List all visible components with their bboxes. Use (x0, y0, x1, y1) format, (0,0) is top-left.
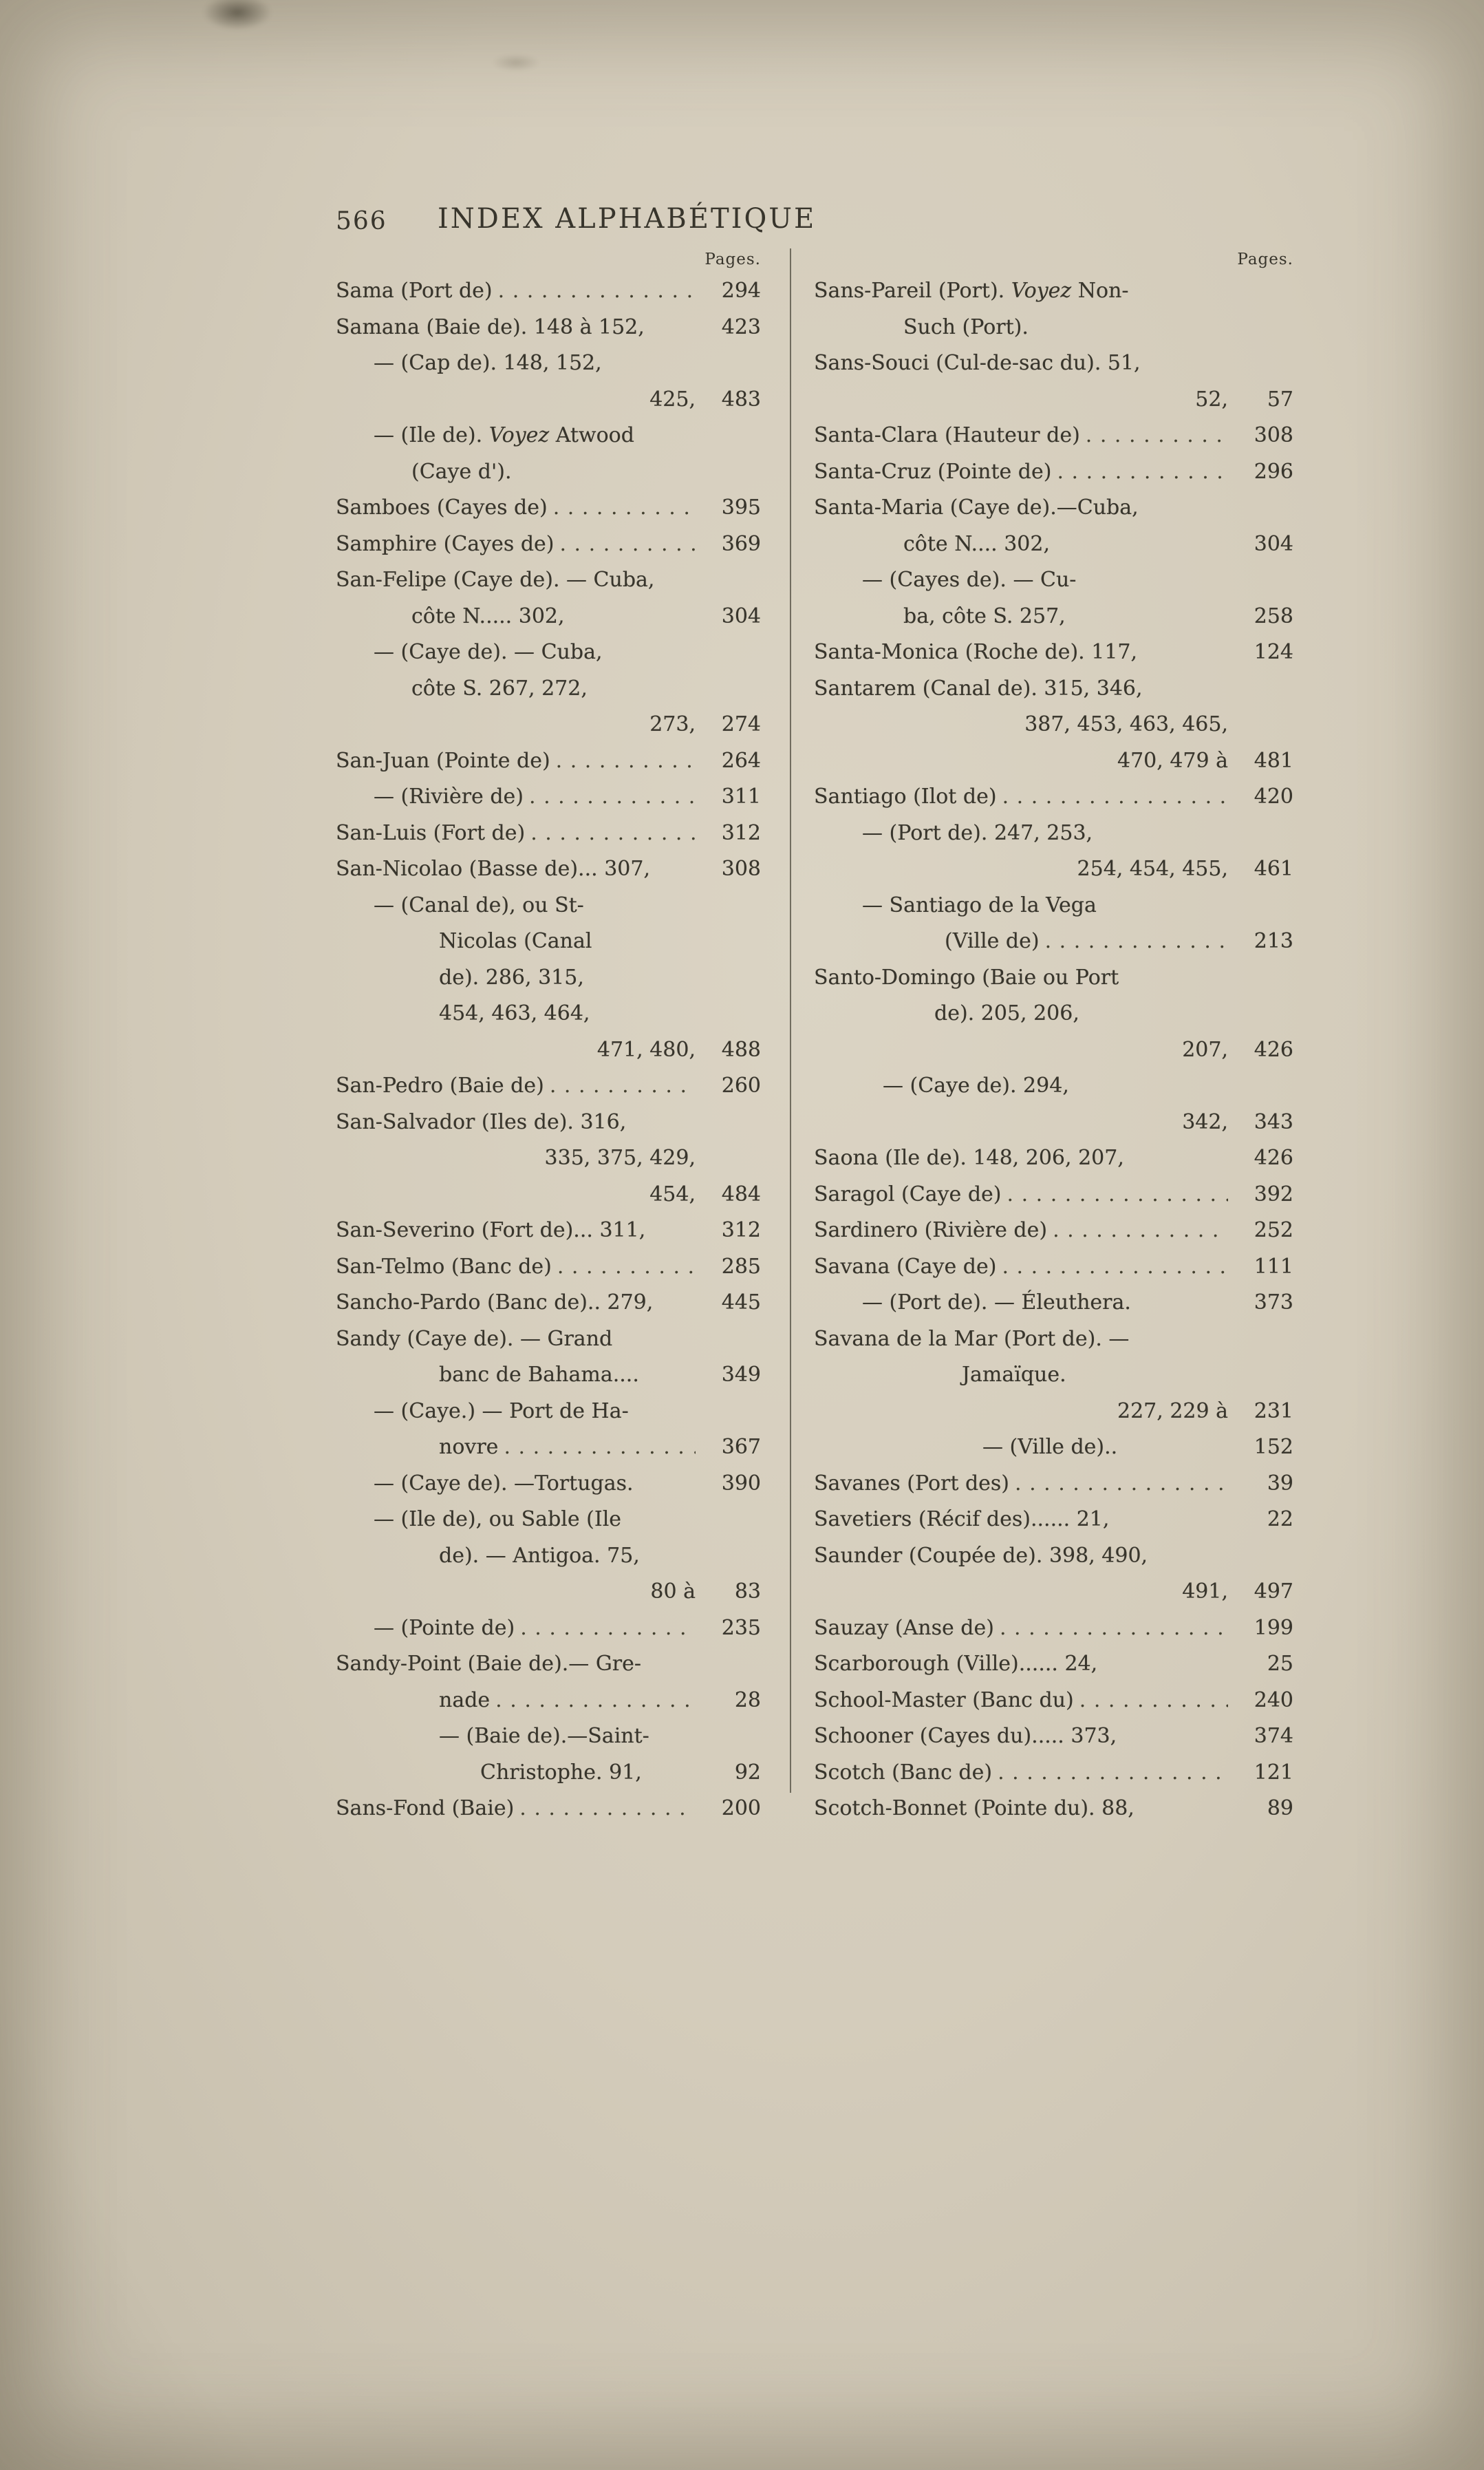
entry-text: 342, (1182, 1109, 1228, 1134)
dot-leader (498, 1429, 696, 1466)
page-number: 374 (1254, 1724, 1293, 1748)
entry-text: — (Cayes de). — Cu- (862, 568, 1077, 592)
entry-text: Christophe. 91, (480, 1760, 642, 1785)
entry-text: San-Severino (Fort de)... 311, (336, 1218, 646, 1242)
page-number: 426 (1254, 1037, 1293, 1062)
index-line (336, 924, 761, 960)
page-number: 367 (721, 1435, 761, 1459)
index-line (814, 779, 1293, 816)
entry-text: 425, (649, 387, 696, 412)
entry-text: Samana (Baie de). 148 à 152, (336, 315, 645, 339)
index-line (814, 1249, 1293, 1286)
page-number: 423 (721, 315, 761, 339)
entry-text: 454, 463, 464, (439, 1001, 590, 1025)
spacer (653, 1285, 696, 1321)
page-number: 235 (721, 1615, 761, 1640)
index-line (814, 490, 1293, 526)
index-line (814, 1718, 1293, 1755)
dot-leader (1009, 1466, 1228, 1502)
page-number: 121 (1254, 1760, 1293, 1785)
index-line (814, 1213, 1293, 1249)
page-number: 390 (721, 1471, 761, 1495)
dot-leader (525, 816, 696, 852)
scan-smudge-artifact (203, 0, 272, 30)
entry-text: Santo-Domingo (Baie ou Port (814, 965, 1119, 990)
spacer (639, 1357, 696, 1394)
index-columns (336, 246, 1293, 1827)
page-number: 199 (1254, 1615, 1293, 1640)
page-number: 124 (1254, 640, 1293, 664)
index-line (336, 418, 761, 454)
entry-text: côte N.... 302, (903, 531, 1051, 556)
dot-leader (548, 490, 696, 526)
entry-text: 471, 480, (596, 1037, 696, 1062)
entry-text: Such (Port). (903, 315, 1029, 339)
entry-text: Sans-Pareil (Port). Voyez Non- (814, 279, 1129, 303)
page-number: 481 (1254, 748, 1293, 773)
entry-text: Saunder (Coupée de). 398, 490, (814, 1543, 1148, 1568)
index-line (336, 1574, 761, 1610)
index-line (814, 1574, 1293, 1610)
page-number: 461 (1254, 857, 1293, 881)
index-line (336, 1755, 761, 1791)
index-column-left (336, 246, 761, 1827)
index-line (336, 888, 761, 924)
entry-text: San-Juan (Pointe de) (336, 748, 550, 773)
spacer (645, 310, 696, 346)
entry-text: Sans-Souci (Cul-de-sac du). 51, (814, 351, 1141, 375)
index-line (336, 635, 761, 671)
index-line (336, 671, 761, 707)
index-line (814, 1285, 1293, 1321)
entry-text: Savetiers (Récif des)...... 21, (814, 1507, 1110, 1531)
entry-text: Scotch-Bonnet (Pointe du). 88, (814, 1796, 1134, 1820)
page-number: 22 (1267, 1507, 1293, 1531)
pages-column-header: Pages. (1237, 251, 1293, 268)
spacer (634, 1466, 696, 1502)
page-number: 392 (1254, 1182, 1293, 1206)
entry-text: — (Port de). 247, 253, (862, 820, 1093, 845)
index-line (814, 1140, 1293, 1177)
spacer (650, 851, 696, 888)
dot-leader (1040, 924, 1228, 960)
entry-text: Santa-Cruz (Pointe de) (814, 459, 1052, 484)
dot-leader (524, 779, 696, 816)
dot-leader (550, 743, 696, 780)
index-line (814, 1755, 1293, 1791)
page-number: 25 (1267, 1652, 1293, 1676)
index-line (814, 1466, 1293, 1502)
index-line (336, 1502, 761, 1538)
entry-text: 52, (1195, 387, 1228, 412)
entry-text: Santa-Clara (Hauteur de) (814, 423, 1080, 447)
entry-text: Savana de la Mar (Port de). — (814, 1326, 1130, 1351)
index-line (814, 1502, 1293, 1538)
entry-text: 387, 453, 463, 465, (1024, 712, 1228, 736)
entry-text: Scarborough (Ville)...... 24, (814, 1652, 1098, 1676)
spacer (1134, 1791, 1228, 1827)
page-number: 258 (1254, 604, 1293, 628)
dot-leader (1047, 1213, 1228, 1249)
page-number: 488 (721, 1037, 761, 1062)
page-number: 308 (721, 857, 761, 881)
page-number: 285 (721, 1254, 761, 1279)
page-title: INDEX ALPHABÉTIQUE (438, 203, 817, 235)
dot-leader (997, 779, 1228, 816)
index-line (814, 1357, 1293, 1394)
entry-text: Santa-Monica (Roche de). 117, (814, 640, 1138, 664)
spacer (1124, 1140, 1228, 1177)
index-line (814, 1646, 1293, 1683)
index-line (814, 1610, 1293, 1647)
page-number: 83 (734, 1579, 761, 1604)
index-line (814, 1321, 1293, 1358)
page-number: 426 (1254, 1146, 1293, 1170)
entry-text: de). — Antigoa. 75, (439, 1543, 640, 1568)
dot-leader (490, 1683, 696, 1719)
page-number: 308 (1254, 423, 1293, 447)
page-number: 312 (721, 1218, 761, 1242)
index-line (814, 707, 1293, 743)
entry-text: Scotch (Banc de) (814, 1760, 993, 1785)
entry-text: Sancho-Pardo (Banc de).. 279, (336, 1290, 654, 1314)
dot-leader (1080, 418, 1228, 454)
index-line (336, 526, 761, 563)
entry-text: — (Cap de). 148, 152, (374, 351, 602, 375)
entry-text: côte S. 267, 272, (411, 676, 588, 701)
index-line (814, 851, 1293, 888)
index-line (814, 924, 1293, 960)
dot-leader (1051, 454, 1228, 491)
spacer (1097, 1646, 1228, 1683)
index-line (336, 1321, 761, 1358)
entry-text: Sama (Port de) (336, 279, 493, 303)
index-line (814, 526, 1293, 563)
entry-text: — (Port de). — Éleuthera. (862, 1290, 1131, 1314)
index-line (336, 273, 761, 310)
page-number: 296 (1254, 459, 1293, 484)
dot-leader (994, 1610, 1228, 1647)
index-line (814, 743, 1293, 780)
page-number-folio: 566 (336, 207, 387, 235)
index-line (336, 1718, 761, 1755)
index-line (814, 345, 1293, 382)
index-line (336, 1538, 761, 1575)
dot-leader (996, 1249, 1228, 1286)
index-line (336, 310, 761, 346)
index-column-right (814, 246, 1293, 1827)
spacer (1050, 526, 1228, 563)
page-number: 311 (721, 785, 761, 809)
index-line (814, 1429, 1293, 1466)
index-line (814, 1105, 1293, 1141)
index-line (336, 1683, 761, 1719)
index-line (814, 599, 1293, 635)
entry-text: Samphire (Cayes de) (336, 531, 555, 556)
index-line (814, 1683, 1293, 1719)
page-number: 497 (1254, 1579, 1293, 1604)
entry-text: — (Caye de). —Tortugas. (374, 1471, 634, 1495)
entry-text: — (Ville de).. (982, 1435, 1118, 1459)
index-line (814, 960, 1293, 997)
entry-text: 335, 375, 429, (544, 1146, 696, 1170)
index-line (814, 996, 1293, 1032)
index-line (814, 418, 1293, 454)
index-line (814, 562, 1293, 599)
index-line (336, 743, 761, 780)
index-line (336, 960, 761, 997)
entry-text: Saona (Ile de). 148, 206, 207, (814, 1146, 1124, 1170)
page-number: 304 (1254, 531, 1293, 556)
page-number: 373 (1254, 1290, 1293, 1314)
entry-text: banc de Bahama.... (439, 1363, 639, 1387)
page-number: 349 (721, 1363, 761, 1387)
entry-text: (Caye d'). (411, 459, 512, 484)
page-number: 231 (1254, 1398, 1293, 1423)
scan-smudge-artifact (492, 54, 540, 72)
spacer (1117, 1718, 1228, 1755)
entry-text: 254, 454, 455, (1077, 857, 1228, 881)
index-line (336, 1068, 761, 1105)
dot-leader (515, 1610, 696, 1647)
spacer (1117, 1429, 1228, 1466)
entry-text: — Santiago de la Vega (862, 893, 1097, 917)
page-number: 200 (721, 1796, 761, 1820)
entry-text: côte N..... 302, (411, 604, 565, 628)
index-line (814, 310, 1293, 346)
entry-text: Jamaïque. (962, 1363, 1066, 1387)
index-line (336, 490, 761, 526)
entry-text: Sandy-Point (Baie de).— Gre- (336, 1652, 642, 1676)
column-divider (790, 248, 791, 1793)
entry-text: — (Rivière de) (374, 785, 524, 809)
entry-text: San-Nicolao (Basse de)... 307, (336, 857, 651, 881)
page-number: 445 (721, 1290, 761, 1314)
index-line (814, 1394, 1293, 1430)
dot-leader (1002, 1177, 1228, 1213)
page-number: 395 (721, 496, 761, 520)
index-line (336, 1285, 761, 1321)
entry-text: School-Master (Banc du) (814, 1688, 1074, 1712)
page-number: 274 (721, 712, 761, 736)
index-line (336, 1646, 761, 1683)
page-number: 57 (1267, 387, 1293, 412)
entry-text: Savanes (Port des) (814, 1471, 1010, 1495)
index-line (336, 1032, 761, 1069)
entry-text: — (Caye.) — Port de Ha- (374, 1398, 629, 1423)
dot-leader (544, 1068, 696, 1105)
entry-text: Santiago (Ilot de) (814, 785, 997, 809)
index-line (336, 562, 761, 599)
dot-leader (992, 1755, 1228, 1791)
page-number: 264 (721, 748, 761, 773)
index-line (814, 454, 1293, 491)
entry-text: Nicolas (Canal (439, 929, 592, 953)
index-line (336, 1249, 761, 1286)
page-number: 369 (721, 531, 761, 556)
index-line (814, 816, 1293, 852)
entry-text: — (Pointe de) (374, 1615, 515, 1640)
entry-text: San-Salvador (Iles de). 316, (336, 1109, 627, 1134)
entry-text: Santa-Maria (Caye de).—Cuba, (814, 496, 1139, 520)
index-line (814, 635, 1293, 671)
entry-text: de). 205, 206, (934, 1001, 1079, 1025)
spacer (645, 1213, 696, 1249)
dot-leader (554, 526, 696, 563)
index-line (336, 779, 761, 816)
index-line (336, 1105, 761, 1141)
page-number: 92 (734, 1760, 761, 1785)
entry-text: San-Felipe (Caye de). — Cuba, (336, 568, 655, 592)
index-line (336, 816, 761, 852)
dot-leader (514, 1791, 696, 1827)
entry-text: 273, (649, 712, 696, 736)
page-number: 483 (721, 387, 761, 412)
dot-leader (1074, 1683, 1228, 1719)
page-number: 420 (1254, 785, 1293, 809)
page-number: 312 (721, 820, 761, 845)
index-line (814, 1538, 1293, 1575)
page-number: 240 (1254, 1688, 1293, 1712)
entry-text: novre (439, 1435, 499, 1459)
spacer (1131, 1285, 1228, 1321)
entry-text: Sauzay (Anse de) (814, 1615, 994, 1640)
entry-text: Savana (Caye de) (814, 1254, 997, 1279)
spacer (1137, 635, 1228, 671)
entry-text: 80 à (650, 1579, 696, 1604)
index-line (814, 888, 1293, 924)
index-line (336, 454, 761, 491)
entry-text: San-Luis (Fort de) (336, 820, 526, 845)
page-number: 213 (1254, 929, 1293, 953)
index-line (336, 1213, 761, 1249)
index-line (814, 1068, 1293, 1105)
index-line (336, 345, 761, 382)
index-line (814, 1032, 1293, 1069)
index-line (336, 382, 761, 418)
index-line (336, 1610, 761, 1647)
entry-text: (Ville de) (945, 929, 1040, 953)
page-number: 260 (721, 1074, 761, 1098)
entry-text: 207, (1182, 1037, 1228, 1062)
index-lines-left (336, 273, 761, 1827)
pages-column-header: Pages. (705, 251, 761, 268)
dot-leader (493, 273, 696, 310)
entry-text: 491, (1182, 1579, 1228, 1604)
page-number: 39 (1267, 1471, 1293, 1495)
page-number: 304 (721, 604, 761, 628)
entry-text: ba, côte S. 257, (903, 604, 1066, 628)
entry-text: Samboes (Cayes de) (336, 496, 548, 520)
page-number (696, 1140, 761, 1177)
entry-text: — (Baie de).—Saint- (439, 1724, 649, 1748)
index-line (814, 273, 1293, 310)
index-line (336, 1177, 761, 1213)
entry-text: Sandy (Caye de). — Grand (336, 1326, 613, 1351)
index-line (336, 1357, 761, 1394)
entry-text: San-Pedro (Baie de) (336, 1074, 544, 1098)
index-line (814, 1177, 1293, 1213)
index-line (814, 671, 1293, 707)
running-head (336, 203, 1293, 246)
entry-text: — (Canal de), ou St- (374, 893, 584, 917)
page-number: 111 (1254, 1254, 1293, 1279)
entry-text: Sardinero (Rivière de) (814, 1218, 1048, 1242)
entry-text: 470, 479 à (1117, 748, 1228, 773)
index-line (336, 1791, 761, 1827)
entry-text: 227, 229 à (1117, 1398, 1228, 1423)
entry-text: Santarem (Canal de). 315, 346, (814, 676, 1143, 701)
entry-text: Schooner (Cayes du)..... 373, (814, 1724, 1117, 1748)
spacer (1109, 1502, 1228, 1538)
page-number: 294 (721, 279, 761, 303)
entry-text: Saragol (Caye de) (814, 1182, 1002, 1206)
dot-leader (552, 1249, 696, 1286)
page-content (336, 203, 1293, 1827)
page-number: 252 (1254, 1218, 1293, 1242)
index-line (336, 707, 761, 743)
entry-text: Sans-Fond (Baie) (336, 1796, 515, 1820)
page-number: 89 (1267, 1796, 1293, 1820)
spacer (642, 1755, 696, 1791)
index-line (336, 599, 761, 635)
index-lines-right (814, 273, 1293, 1827)
page-number: 28 (734, 1688, 761, 1712)
index-line (814, 1791, 1293, 1827)
entry-text: — (Caye de). 294, (883, 1074, 1069, 1098)
page-number (1228, 707, 1293, 743)
index-line (336, 1466, 761, 1502)
page-number: 343 (1254, 1109, 1293, 1134)
entry-text: San-Telmo (Banc de) (336, 1254, 552, 1279)
page-number: 484 (721, 1182, 761, 1206)
entry-text: — (Ile de), ou Sable (Ile (374, 1507, 622, 1531)
entry-text: nade (439, 1688, 491, 1712)
index-line (336, 1140, 761, 1177)
entry-text: — (Caye de). — Cuba, (374, 640, 603, 664)
index-line (336, 1394, 761, 1430)
spacer (565, 599, 696, 635)
index-line (336, 996, 761, 1032)
spacer (1066, 599, 1228, 635)
entry-text: 454, (649, 1182, 696, 1206)
page-number: 152 (1254, 1435, 1293, 1459)
index-line (814, 382, 1293, 418)
entry-text: de). 286, 315, (439, 965, 584, 990)
index-line (336, 851, 761, 888)
entry-text: — (Ile de). Voyez Atwood (374, 423, 634, 447)
index-line (336, 1429, 761, 1466)
